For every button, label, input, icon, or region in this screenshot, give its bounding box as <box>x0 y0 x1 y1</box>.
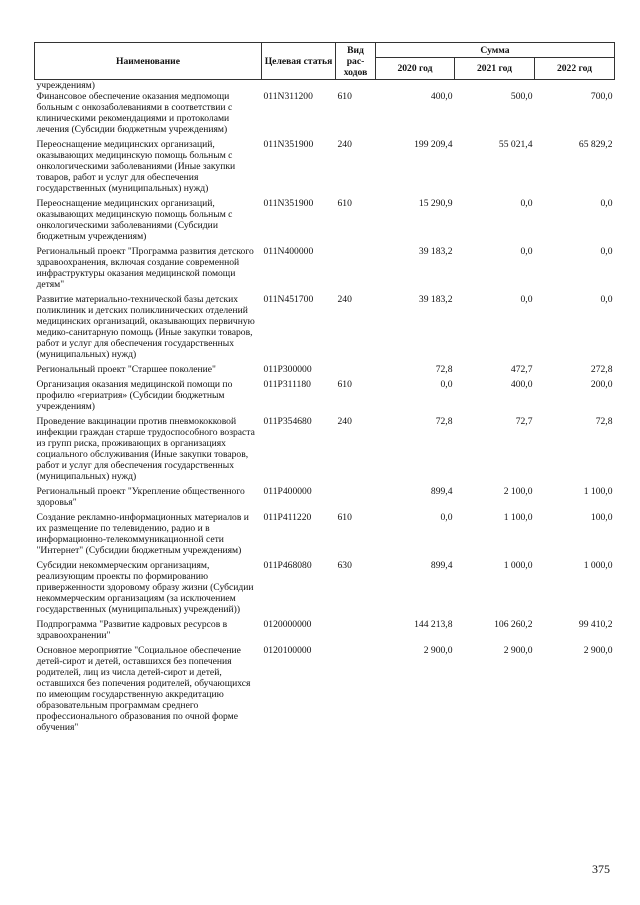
table-row <box>35 80 615 92</box>
row-expense-type <box>336 364 376 379</box>
row-expense-type: 610 <box>337 512 352 523</box>
row-sum-2020: 72,8 <box>435 364 453 375</box>
table-row <box>35 486 615 512</box>
table-row <box>35 364 615 379</box>
row-sum-2022: 65 829,2 <box>578 139 613 150</box>
row-name: Проведение вакцинации против пневмококковой инфекции граждан старше трудоспособного возраста из групп риска, проживающих в организациях социального обслуживания (Иные закупки товаров, работ и услуг для обеспечения государственных (муниципальных) нужд) <box>36 416 255 482</box>
row-sum-2022: 0,0 <box>600 198 613 209</box>
table-row <box>35 512 615 560</box>
row-sum-2020: 39 183,2 <box>418 246 453 257</box>
row-target-code: 011P311180 <box>263 379 311 390</box>
row-sum-2021: 2 100,0 <box>503 486 533 497</box>
row-name: Региональный проект "Укрепление общественного здоровья" <box>36 486 245 508</box>
header-sum: Сумма <box>376 43 615 58</box>
row-target-code: 0120000000 <box>263 619 312 630</box>
row-sum-2020: 2 900,0 <box>423 645 453 656</box>
row-sum-2021: 500,0 <box>510 91 533 102</box>
row-expense-type: 240 <box>337 139 352 150</box>
row-target-code: 011N311200 <box>263 91 313 102</box>
row-sum-2022: 2 900,0 <box>583 645 613 656</box>
table-row <box>35 560 615 619</box>
table-row <box>35 246 615 294</box>
row-target-code <box>262 80 336 92</box>
table-row <box>35 619 615 645</box>
row-expense-type <box>336 246 376 294</box>
page-number: 375 <box>592 862 610 876</box>
row-sum-2021: 472,7 <box>510 364 533 375</box>
row-sum-2020: 15 290,9 <box>418 198 453 209</box>
row-expense-type <box>336 645 376 737</box>
row-sum-2022 <box>535 80 615 92</box>
row-sum-2022: 100,0 <box>590 512 613 523</box>
row-name: Переоснащение медицинских организаций, оказывающих медицинскую помощь больным с онкологическими заболеваниями (Субсидии бюджетным учреждениям) <box>36 198 233 242</box>
row-expense-type: 240 <box>337 416 352 427</box>
row-sum-2021: 400,0 <box>510 379 533 390</box>
row-name: Переоснащение медицинских организаций, оказывающих медицинскую помощь больным с онкологическими заболеваниями (Иные закупки товаров, работ и услуг для обеспечения государственных (муниципальных) нужд) <box>36 139 236 194</box>
row-sum-2021: 55 021,4 <box>498 139 533 150</box>
row-name: Создание рекламно-информационных материалов и их размещение по телевидению, радио и в информационно-телекоммуникационной сети "Интернет" (Субсидии бюджетным учреждениям) <box>36 512 249 556</box>
row-sum-2022: 0,0 <box>600 294 613 305</box>
row-sum-2022: 99 410,2 <box>578 619 613 630</box>
row-target-code: 0120100000 <box>263 645 312 656</box>
table-row <box>35 416 615 486</box>
row-target-code: 011P411220 <box>263 512 312 523</box>
row-expense-type <box>336 486 376 512</box>
row-sum-2021: 106 260,2 <box>494 619 533 630</box>
row-sum-2022: 700,0 <box>590 91 613 102</box>
row-sum-2020: 400,0 <box>430 91 453 102</box>
row-sum-2022: 72,8 <box>595 416 613 427</box>
row-expense-type: 610 <box>337 198 352 209</box>
row-expense-type <box>336 80 376 92</box>
row-sum-2020: 72,8 <box>435 416 453 427</box>
row-sum-2020: 899,4 <box>430 486 453 497</box>
row-sum-2021: 1 100,0 <box>503 512 533 523</box>
row-sum-2021: 0,0 <box>520 294 533 305</box>
header-year-2021: 2021 год <box>455 58 535 80</box>
table-header <box>35 43 615 80</box>
row-expense-type <box>336 619 376 645</box>
row-target-code: 011N400000 <box>263 246 314 257</box>
row-target-code: 011N451700 <box>263 294 314 305</box>
row-target-code: 011P468080 <box>263 560 312 571</box>
row-sum-2020 <box>376 80 455 92</box>
row-name: Финансовое обеспечение оказания медпомощи больным с онкозаболеваниями в соответствии с клиническими рекомендациями и протоколами лечения (Субсидии бюджетным учреждениям) <box>36 91 233 135</box>
row-name: Субсидии некоммерческим организациям, реализующим проекты по формированию приверженности здоровому образу жизни (Субсидии некоммерческим организациям (за исключением государственных (муниципальных) учреждений)) <box>36 560 254 615</box>
row-expense-type: 610 <box>337 91 352 102</box>
row-sum-2021 <box>455 80 535 92</box>
row-sum-2022: 200,0 <box>590 379 613 390</box>
row-sum-2022: 272,8 <box>590 364 613 375</box>
table-row <box>35 198 615 246</box>
row-name: Организация оказания медицинской помощи по профилю «гериатрия» (Субсидии бюджетным учреждениям) <box>36 379 233 412</box>
row-name: Развитие материально-технической базы детских поликлиник и детских поликлинических отделений медицинских организаций, оказывающих первичную медико-санитарную помощь (Иные закупки товаров, работ и услуг для обеспечения государственных (муниципальных) нужд) <box>36 294 255 360</box>
header-target: Целевая статья <box>262 43 336 80</box>
table-row <box>35 139 615 198</box>
table-row <box>35 645 615 737</box>
header-name: Наименование <box>35 43 262 80</box>
row-name: учреждениям) <box>36 80 95 91</box>
row-name: Основное мероприятие "Социальное обеспечение детей-сирот и детей, оставшихся без попечения родителей, лиц из числа детей-сирот и детей, оставшихся без попечения родителей, обучающихся по имеющим государственную аккредитацию образовательным программам среднего профессионального образования по очной форме обучения" <box>36 645 251 733</box>
row-target-code: 011N351900 <box>263 139 314 150</box>
row-sum-2021: 72,7 <box>515 416 533 427</box>
row-sum-2022: 1 100,0 <box>583 486 613 497</box>
row-target-code: 011P354680 <box>263 416 312 427</box>
table-row <box>35 294 615 364</box>
row-name: Подпрограмма "Развитие кадровых ресурсов в здравоохранении" <box>36 619 228 641</box>
row-sum-2020: 0,0 <box>440 512 453 523</box>
row-sum-2022: 0,0 <box>600 246 613 257</box>
table-body <box>35 80 615 738</box>
row-target-code: 011N351900 <box>263 198 314 209</box>
row-expense-type: 610 <box>337 379 352 390</box>
row-sum-2020: 899,4 <box>430 560 453 571</box>
row-expense-type: 240 <box>337 294 352 305</box>
row-sum-2020: 144 213,8 <box>414 619 453 630</box>
row-sum-2022: 1 000,0 <box>583 560 613 571</box>
table-row <box>35 379 615 416</box>
row-sum-2020: 0,0 <box>440 379 453 390</box>
row-name: Региональный проект "Старшее поколение" <box>36 364 216 375</box>
header-expense-type: Вид рас-ходов <box>336 43 376 80</box>
row-sum-2021: 2 900,0 <box>503 645 533 656</box>
header-year-2020: 2020 год <box>376 58 455 80</box>
row-sum-2021: 0,0 <box>520 246 533 257</box>
row-sum-2021: 1 000,0 <box>503 560 533 571</box>
row-name: Региональный проект "Программа развития детского здравоохранения, включая создание современной инфраструктуры оказания медицинской помощи детям" <box>36 246 254 290</box>
row-expense-type: 630 <box>337 560 352 571</box>
header-year-2022: 2022 год <box>535 58 615 80</box>
row-sum-2020: 199 209,4 <box>414 139 453 150</box>
row-sum-2021: 0,0 <box>520 198 533 209</box>
row-sum-2020: 39 183,2 <box>418 294 453 305</box>
row-target-code: 011P300000 <box>263 364 312 375</box>
table-row <box>35 91 615 139</box>
budget-table <box>34 42 615 737</box>
row-target-code: 011P400000 <box>263 486 312 497</box>
